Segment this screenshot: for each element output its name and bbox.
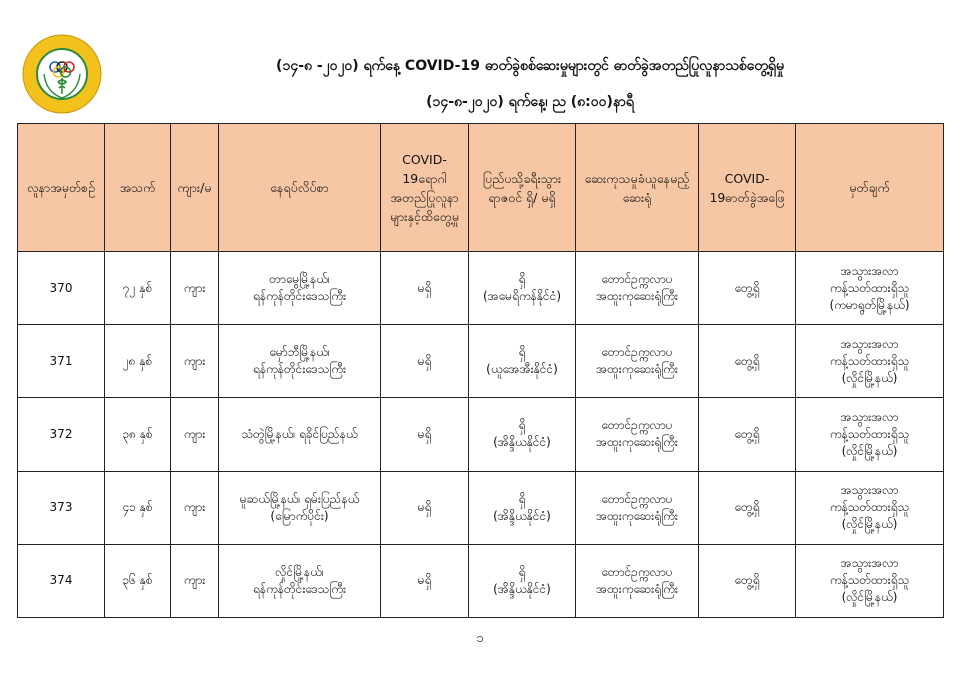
cell-sex: ကျား bbox=[171, 252, 219, 325]
header-line: ခရီးသွား bbox=[523, 170, 562, 186]
patients-table bbox=[17, 123, 944, 618]
cell-line: တွေ့ရှိ bbox=[734, 573, 760, 588]
cell-line: (လှိုင်မြို့နယ်) bbox=[841, 370, 898, 385]
header-line: မှတ်ချက် bbox=[849, 180, 890, 195]
ministry-logo bbox=[22, 34, 102, 114]
cell-line: ကန့်သတ်ထားရှိသူ bbox=[829, 500, 910, 515]
cell-result bbox=[699, 398, 796, 471]
cell-line: အထူးကုဆေးရုံကြီး bbox=[596, 508, 678, 523]
cell-line: မရှိ bbox=[417, 426, 432, 441]
cell-line: ရန်ကုန်တိုင်းဒေသကြီး bbox=[252, 289, 347, 304]
cell-remark bbox=[796, 544, 944, 617]
cell-sex: ကျား bbox=[171, 325, 219, 398]
cell-travel bbox=[469, 471, 576, 544]
cell-line: (အမေရိကန်နိုင်ငံ) bbox=[482, 289, 562, 304]
cell-patient-no: 374 bbox=[18, 544, 105, 617]
cell-line: ရှိ bbox=[518, 491, 526, 506]
cell-line: ရှိ bbox=[518, 272, 526, 287]
header-line: ခံယူနေမည့်ဆေးရုံ bbox=[622, 170, 690, 205]
cell-travel bbox=[469, 252, 576, 325]
cell-contact bbox=[381, 398, 469, 471]
cell-line: တာမွေမြို့နယ်၊ bbox=[269, 272, 330, 287]
cell-line: အသွားအလာ bbox=[840, 483, 899, 498]
cell-line: မှော်ဘီမြို့နယ်၊ bbox=[269, 345, 330, 360]
cell-age: ၇၂ နှစ် bbox=[105, 252, 171, 325]
cell-line: တွေ့ရှိ bbox=[734, 280, 760, 295]
cell-line: ကန့်သတ်ထားရှိသူ bbox=[829, 280, 910, 295]
table-row bbox=[18, 471, 944, 544]
cell-line: (လှိုင်မြို့နယ်) bbox=[841, 590, 898, 605]
cell-line: (အိန္ဒိယနိုင်ငံ) bbox=[493, 581, 551, 596]
cell-line: အသွားအလာ bbox=[840, 556, 899, 571]
cell-line: သံတွဲမြို့နယ်၊ ရခိုင်ပြည်နယ် bbox=[241, 426, 358, 441]
header-age bbox=[105, 124, 171, 252]
cell-line: ရှိ bbox=[518, 564, 526, 579]
cell-remark bbox=[796, 398, 944, 471]
header-contact bbox=[381, 124, 469, 252]
cell-line: (ယူအေအီးနိုင်ငံ) bbox=[486, 362, 558, 377]
header-address bbox=[219, 124, 381, 252]
cell-hospital bbox=[576, 325, 699, 398]
table-row bbox=[18, 544, 944, 617]
cell-line: တောင်ဥက္ကလာပ bbox=[601, 418, 673, 433]
header-line: ပြည်ပသို့ bbox=[482, 170, 524, 186]
report-title: (၁၄-၈ -၂၀၂၀) ရက်နေ့ COVID-19 ဓာတ်ခွဲစစ်ဆေးမှုများတွင် ဓာတ်ခွဲအတည်ပြုလူနာသစ်တွေ့ရှိမှု bbox=[276, 58, 784, 74]
header-line: နေရပ်လိပ်စာ bbox=[270, 180, 329, 195]
cell-sex: ကျား bbox=[171, 398, 219, 471]
cell-age: ၄၁ နှစ် bbox=[105, 471, 171, 544]
header-line: လူနာများနှင့် bbox=[389, 189, 459, 224]
header-sex bbox=[171, 124, 219, 252]
cell-line: တောင်ဥက္ကလာပ bbox=[601, 272, 673, 287]
cell-line: ရန်ကုန်တိုင်းဒေသကြီး bbox=[252, 581, 347, 596]
cell-line: မရှိ bbox=[417, 280, 432, 295]
cell-remark bbox=[796, 252, 944, 325]
cell-result bbox=[699, 325, 796, 398]
cell-line: (အိန္ဒိယနိုင်ငံ) bbox=[493, 508, 551, 523]
cell-patient-no: 371 bbox=[18, 325, 105, 398]
cell-line: ကန့်သတ်ထားရှိသူ bbox=[829, 353, 910, 368]
cell-age: ၂၈ နှစ် bbox=[105, 325, 171, 398]
cell-line: တွေ့ရှိ bbox=[734, 353, 760, 368]
cell-address bbox=[219, 252, 381, 325]
cell-line: တွေ့ရှိ bbox=[734, 426, 760, 441]
cell-line: အထူးကုဆေးရုံကြီး bbox=[596, 289, 678, 304]
cell-line: ကန့်သတ်ထားရှိသူ bbox=[829, 573, 910, 588]
cell-hospital bbox=[576, 544, 699, 617]
header-line: အမှတ် bbox=[50, 180, 82, 195]
cell-line: တောင်ဥက္ကလာပ bbox=[601, 491, 673, 506]
cell-travel bbox=[469, 325, 576, 398]
cell-result bbox=[699, 471, 796, 544]
header-result bbox=[699, 124, 796, 252]
cell-remark bbox=[796, 471, 944, 544]
cell-age: ၃၈ နှစ် bbox=[105, 398, 171, 471]
cell-travel bbox=[469, 398, 576, 471]
cell-line: ကန့်သတ်ထားရှိသူ bbox=[829, 426, 910, 441]
cell-hospital bbox=[576, 471, 699, 544]
cell-remark bbox=[796, 325, 944, 398]
cell-sex: ကျား bbox=[171, 544, 219, 617]
header-line: ရာဇဝင် ရှိ/ မရှိ bbox=[488, 189, 556, 205]
table-row bbox=[18, 252, 944, 325]
cell-patient-no: 373 bbox=[18, 471, 105, 544]
cell-travel bbox=[469, 544, 576, 617]
table-row bbox=[18, 398, 944, 471]
cell-line: တွေ့ရှိ bbox=[734, 500, 760, 515]
cell-line: (မြောက်ပိုင်း) bbox=[270, 508, 329, 523]
cell-contact bbox=[381, 544, 469, 617]
cell-hospital bbox=[576, 398, 699, 471]
cell-address bbox=[219, 544, 381, 617]
header-line: ထိတွေ့မှု bbox=[420, 208, 459, 224]
cell-line: မရှိ bbox=[417, 500, 432, 515]
cell-patient-no: 372 bbox=[18, 398, 105, 471]
cell-line: တောင်ဥက္ကလာပ bbox=[601, 345, 673, 360]
cell-line: ရန်ကုန်တိုင်းဒေသကြီး bbox=[252, 362, 347, 377]
cell-line: မရှိ bbox=[417, 353, 432, 368]
header-remark bbox=[796, 124, 944, 252]
header-patient-no bbox=[18, 124, 105, 252]
cell-line: အသွားအလာ bbox=[840, 409, 899, 424]
cell-sex: ကျား bbox=[171, 471, 219, 544]
cell-line: (လှိုင်မြို့နယ်) bbox=[841, 443, 898, 458]
cell-line: အသွားအလာ bbox=[840, 336, 899, 351]
header-line: ဆေးကုသမှု bbox=[584, 170, 638, 186]
header-line: လူနာ bbox=[26, 180, 51, 195]
ministry-seal-icon bbox=[22, 34, 102, 114]
header-line: အသက် bbox=[119, 180, 156, 195]
header-line: ကျား/ bbox=[177, 180, 205, 195]
cell-contact bbox=[381, 325, 469, 398]
cell-result bbox=[699, 544, 796, 617]
header-line: မ bbox=[204, 180, 212, 195]
cell-line: (အိန္ဒိယနိုင်ငံ) bbox=[493, 435, 551, 450]
header-travel bbox=[469, 124, 576, 252]
table-header-row bbox=[18, 124, 944, 252]
cell-contact bbox=[381, 471, 469, 544]
cell-line: အထူးကုဆေးရုံကြီး bbox=[596, 362, 678, 377]
header-hospital bbox=[576, 124, 699, 252]
cell-address bbox=[219, 471, 381, 544]
cell-contact bbox=[381, 252, 469, 325]
cell-line: မူဆယ်မြို့နယ်၊ ရှမ်းပြည်နယ် bbox=[239, 491, 360, 506]
cell-line: အသွားအလာ bbox=[840, 263, 899, 278]
report-subtitle: (၁၄-၈-၂၀၂၀) ရက်နေ့၊ ည (၈:၀၀)နာရီ bbox=[426, 94, 634, 110]
header-line: စဉ် bbox=[81, 180, 96, 195]
header-line: ဓာတ်ခွဲအဖြေ bbox=[725, 189, 785, 205]
cell-hospital bbox=[576, 252, 699, 325]
cell-age: ၃၆ နှစ် bbox=[105, 544, 171, 617]
cell-patient-no: 370 bbox=[18, 252, 105, 325]
cell-line: တောင်ဥက္ကလာပ bbox=[601, 564, 673, 579]
table-body bbox=[18, 252, 944, 618]
cell-line: လှိုင်မြို့နယ်၊ bbox=[275, 564, 324, 579]
cell-line: အထူးကုဆေးရုံကြီး bbox=[596, 435, 678, 450]
header-line: ရောဂါ bbox=[418, 170, 447, 186]
cell-result bbox=[699, 252, 796, 325]
cell-line: ရှိ bbox=[518, 345, 526, 360]
header-line: အတည်ပြု bbox=[390, 189, 436, 205]
cell-line: (လှိုင်မြို့နယ်) bbox=[841, 517, 898, 532]
cell-line: မရှိ bbox=[417, 573, 432, 588]
cell-line: ရှိ bbox=[518, 418, 526, 433]
cell-line: အထူးကုဆေးရုံကြီး bbox=[596, 581, 678, 596]
cell-line: (ကမာရွတ်မြို့နယ်) bbox=[829, 297, 910, 312]
header-line: COVID-19 bbox=[402, 151, 447, 186]
header-line: COVID-19 bbox=[709, 170, 770, 205]
page-number: ၁ bbox=[476, 631, 484, 646]
cell-address bbox=[219, 325, 381, 398]
cell-address bbox=[219, 398, 381, 471]
table-row bbox=[18, 325, 944, 398]
